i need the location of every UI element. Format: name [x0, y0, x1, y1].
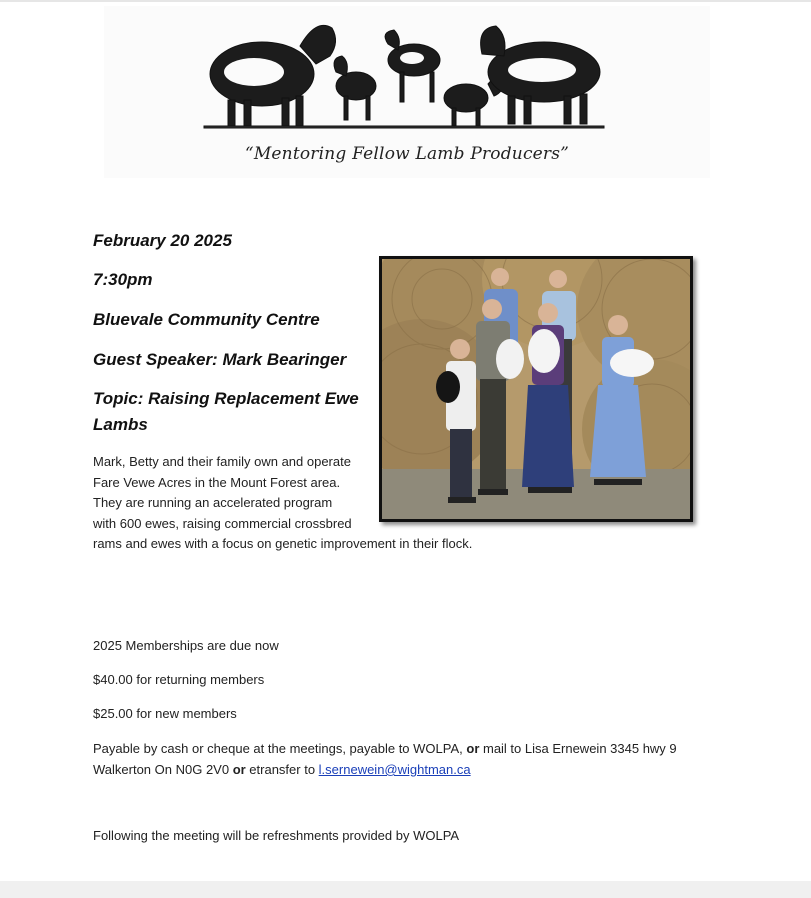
event-venue: Bluevale Community Centre [93, 310, 320, 329]
payment-text: mail to Lisa Ernewein 3345 hwy 9 Walkerton On N0G 2V0 [93, 741, 677, 777]
event-time: 7:30pm [93, 270, 153, 289]
event-date: February 20 2025 [93, 231, 232, 250]
page-footer-bar [0, 881, 811, 898]
or-emphasis: or [466, 741, 480, 756]
bio-line: Mark, Betty and their family own and operate [93, 454, 351, 469]
logo-tagline: “Mentoring Fellow Lamb Producers” [244, 144, 570, 164]
guest-speaker: Guest Speaker: Mark Bearinger [93, 350, 347, 369]
sheep-logo [104, 6, 710, 178]
bio-line: with 600 ewes, raising commercial crossbred [93, 515, 352, 531]
email-link[interactable]: l.sernewein@wightman.ca [318, 762, 471, 777]
family-photo [379, 256, 693, 522]
bio-line: They are running an accelerated program [93, 495, 333, 510]
event-topic: Topic: Raising Replacement Ewe Lambs [93, 389, 359, 434]
payment-instructions [93, 738, 713, 780]
returning-member-fee: $40.00 for returning members [93, 672, 265, 687]
payment-text: etransfer to [245, 762, 319, 777]
bio-line: Fare Vewe Acres in the Mount Forest area. [93, 474, 341, 490]
bio-line: rams and ewes with a focus on genetic improvement in their flock. [93, 536, 473, 551]
payment-text: Payable by cash or cheque at the meetings, payable to WOLPA, [93, 741, 467, 756]
new-member-fee: $25.00 for new members [93, 706, 237, 721]
or-emphasis: or [232, 762, 246, 777]
refreshments-note: Following the meeting will be refreshments provided by WOLPA [93, 828, 460, 843]
membership-due-notice: 2025 Memberships are due now [93, 638, 279, 653]
